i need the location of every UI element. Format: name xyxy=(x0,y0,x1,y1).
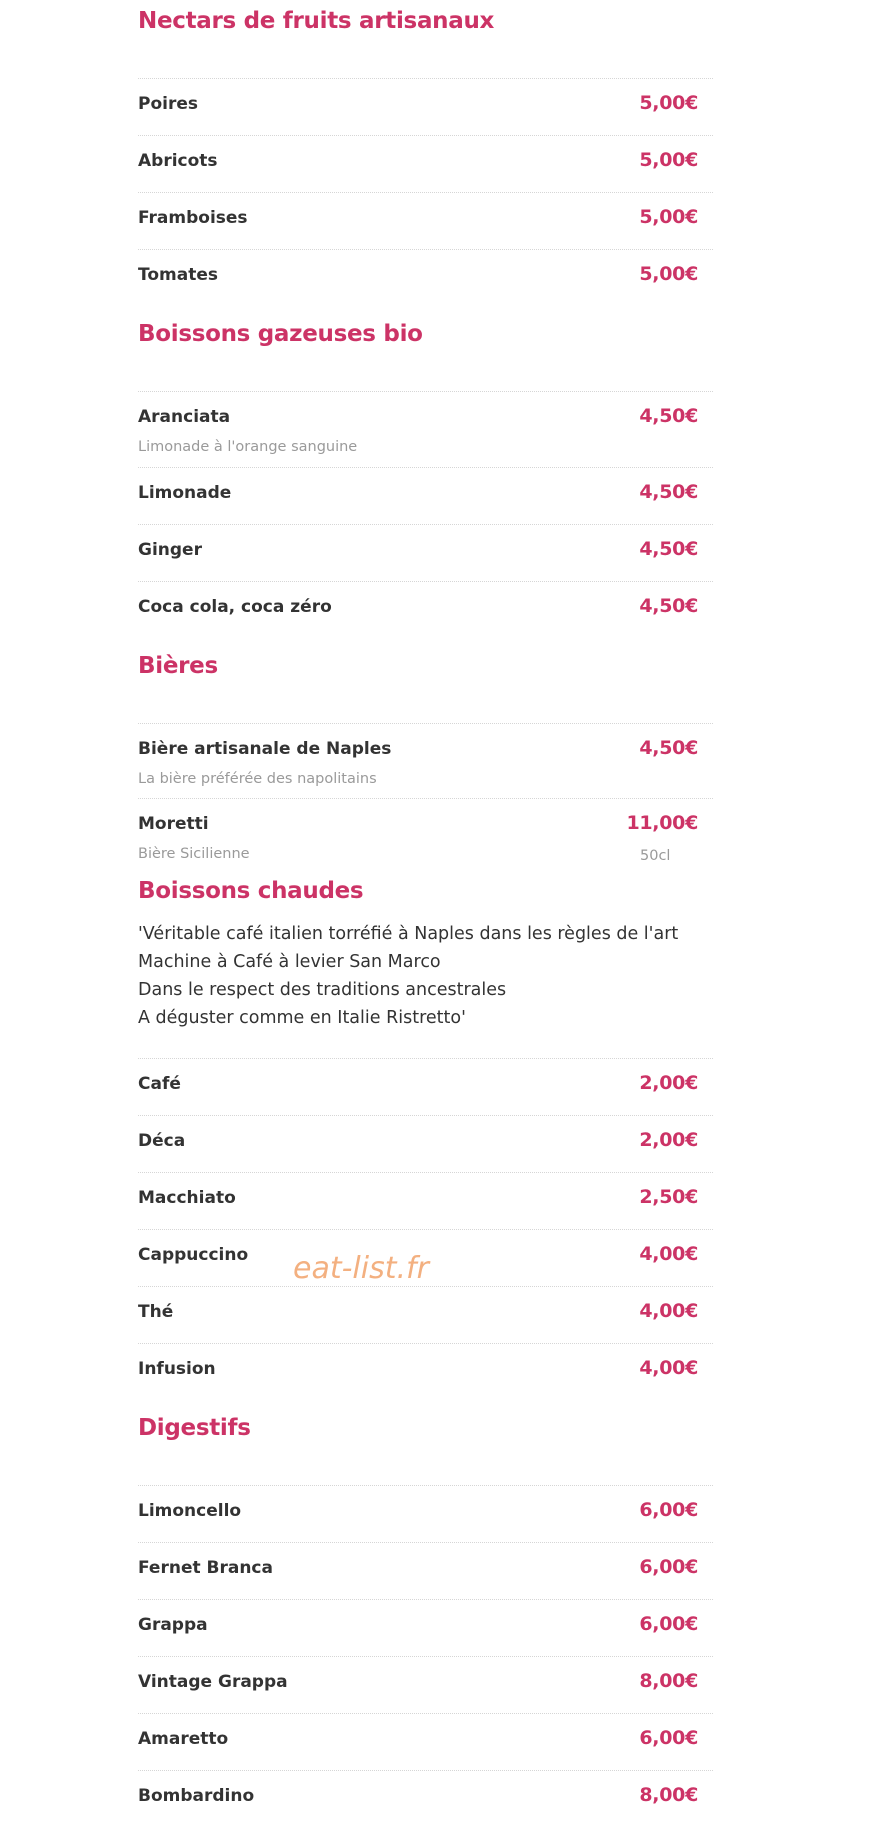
menu-item xyxy=(138,1599,713,1656)
menu-item xyxy=(138,192,713,249)
item-name: Moretti xyxy=(138,814,209,834)
menu-item xyxy=(138,467,713,524)
menu-item xyxy=(138,1542,713,1599)
item-price: 4,50€ xyxy=(639,538,698,560)
item-price: 6,00€ xyxy=(639,1556,698,1578)
item-price: 8,00€ xyxy=(639,1784,698,1806)
menu-item xyxy=(138,1770,713,1816)
item-name: Vintage Grappa xyxy=(138,1672,288,1692)
item-price: 4,00€ xyxy=(639,1243,698,1265)
drinks-menu xyxy=(138,0,713,1816)
item-price: 2,00€ xyxy=(639,1129,698,1151)
item-name: Coca cola, coca zéro xyxy=(138,597,332,617)
item-name: Ginger xyxy=(138,540,202,560)
section-title: Nectars de fruits artisanaux xyxy=(138,8,495,34)
item-name: Déca xyxy=(138,1131,186,1151)
menu-item xyxy=(138,1172,713,1229)
item-name: Café xyxy=(138,1074,181,1094)
item-name: Thé xyxy=(138,1302,174,1322)
item-description: La bière préférée des napolitains xyxy=(138,771,377,787)
item-price: 5,00€ xyxy=(639,92,698,114)
section-title: Boissons chaudes xyxy=(138,878,364,904)
menu-item xyxy=(138,1343,713,1403)
item-price: 6,00€ xyxy=(639,1499,698,1521)
menu-item xyxy=(138,581,713,641)
item-price: 6,00€ xyxy=(639,1727,698,1749)
item-price: 8,00€ xyxy=(639,1670,698,1692)
menu-item xyxy=(138,391,713,467)
section-title: Boissons gazeuses bio xyxy=(138,321,423,347)
item-price: 4,00€ xyxy=(639,1357,698,1379)
intro-line: 'Véritable café italien torréfié à Naples dans les règles de l'art xyxy=(138,924,679,944)
item-name: Aranciata xyxy=(138,407,231,427)
item-name: Bière artisanale de Naples xyxy=(138,739,392,759)
item-name: Cappuccino xyxy=(138,1245,249,1265)
item-name: Tomates xyxy=(138,265,218,285)
item-price: 4,50€ xyxy=(639,481,698,503)
item-price: 5,00€ xyxy=(639,149,698,171)
watermark-text: eat-list.fr xyxy=(293,1251,429,1286)
section-intro xyxy=(138,920,713,1032)
item-price: 4,00€ xyxy=(639,1300,698,1322)
menu-item xyxy=(138,723,713,798)
item-name: Macchiato xyxy=(138,1188,236,1208)
menu-item xyxy=(138,78,713,135)
menu-item xyxy=(138,798,713,880)
section-title: Bières xyxy=(138,653,218,679)
item-name: Amaretto xyxy=(138,1729,229,1749)
intro-line: A déguster comme en Italie Ristretto' xyxy=(138,1008,466,1028)
menu-item xyxy=(138,524,713,581)
item-name: Poires xyxy=(138,94,198,114)
intro-line: Dans le respect des traditions ancestrales xyxy=(138,980,507,1000)
item-price: 4,50€ xyxy=(639,405,698,427)
menu-item xyxy=(138,135,713,192)
item-price: 4,50€ xyxy=(639,595,698,617)
item-name: Grappa xyxy=(138,1615,208,1635)
item-price: 6,00€ xyxy=(639,1613,698,1635)
item-price: 2,50€ xyxy=(639,1186,698,1208)
intro-line: Machine à Café à levier San Marco xyxy=(138,952,441,972)
item-description: Bière Sicilienne xyxy=(138,846,250,862)
item-price: 11,00€ xyxy=(626,812,698,834)
item-name: Fernet Branca xyxy=(138,1558,273,1578)
item-price: 5,00€ xyxy=(639,206,698,228)
item-name: Limoncello xyxy=(138,1501,242,1521)
item-size: 50cl xyxy=(640,848,671,864)
item-price: 5,00€ xyxy=(639,263,698,285)
item-price: 4,50€ xyxy=(639,737,698,759)
item-name: Framboises xyxy=(138,208,248,228)
menu-item xyxy=(138,1656,713,1713)
menu-item xyxy=(138,1286,713,1343)
menu-item xyxy=(138,1058,713,1115)
item-description: Limonade à l'orange sanguine xyxy=(138,439,358,455)
item-name: Abricots xyxy=(138,151,218,171)
menu-item xyxy=(138,249,713,309)
item-name: Limonade xyxy=(138,483,232,503)
item-name: Infusion xyxy=(138,1359,216,1379)
item-price: 2,00€ xyxy=(639,1072,698,1094)
section-title: Digestifs xyxy=(138,1415,251,1441)
menu-item xyxy=(138,1485,713,1542)
item-name: Bombardino xyxy=(138,1786,255,1806)
menu-item xyxy=(138,1115,713,1172)
menu-item xyxy=(138,1713,713,1770)
